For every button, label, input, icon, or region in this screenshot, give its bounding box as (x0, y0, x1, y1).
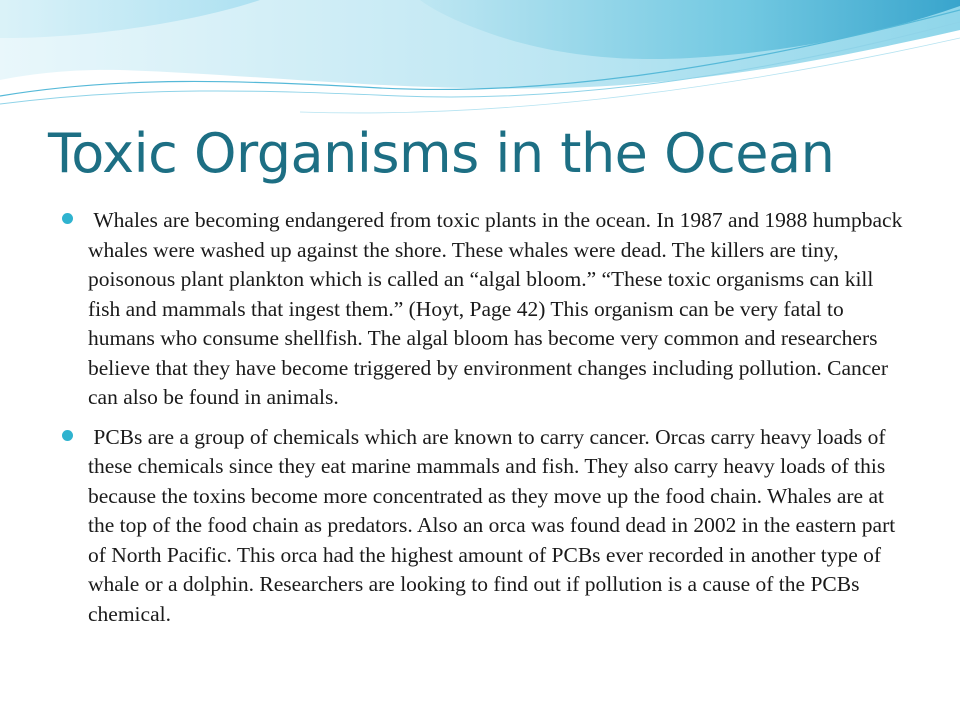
bullet-dot-icon (62, 430, 73, 441)
bullet-list (60, 206, 908, 639)
bullet-text: Whales are becoming endangered from toxic plants in the ocean. In 1987 and 1988 humpback whales were washed up against the shore. These whales were dead. The killers are tiny, poisonous plant plankton which is called an “algal bloom.” “These toxic organisms can kill fish and mammals that ingest them.” (Hoyt, Page 42) This organism can be very fatal to humans who consume shellfish. The algal bloom has become very common and researchers believe that they have become triggered by environment changes including pollution. Cancer can also be found in animals. (88, 208, 908, 409)
wave-header-decoration (0, 0, 960, 120)
bullet-item (60, 206, 908, 413)
bullet-text: PCBs are a group of chemicals which are known to carry cancer. Orcas carry heavy loads of these chemicals since they eat marine mammals and fish. They also carry heavy loads of this because the toxins become more concentrated as they move up the food chain. Whales are at the top of the food chain as predators. Also an orca was found dead in 2002 in the eastern part of North Pacific. This orca had the highest amount of PCBs ever recorded in another type of whale or a dolphin. Researchers are looking to find out if pollution is a cause of the PCBs chemical. (88, 424, 901, 626)
bullet-dot-icon (62, 213, 73, 224)
bullet-item (60, 423, 908, 630)
slide-title: Toxic Organisms in the Ocean (48, 122, 835, 185)
